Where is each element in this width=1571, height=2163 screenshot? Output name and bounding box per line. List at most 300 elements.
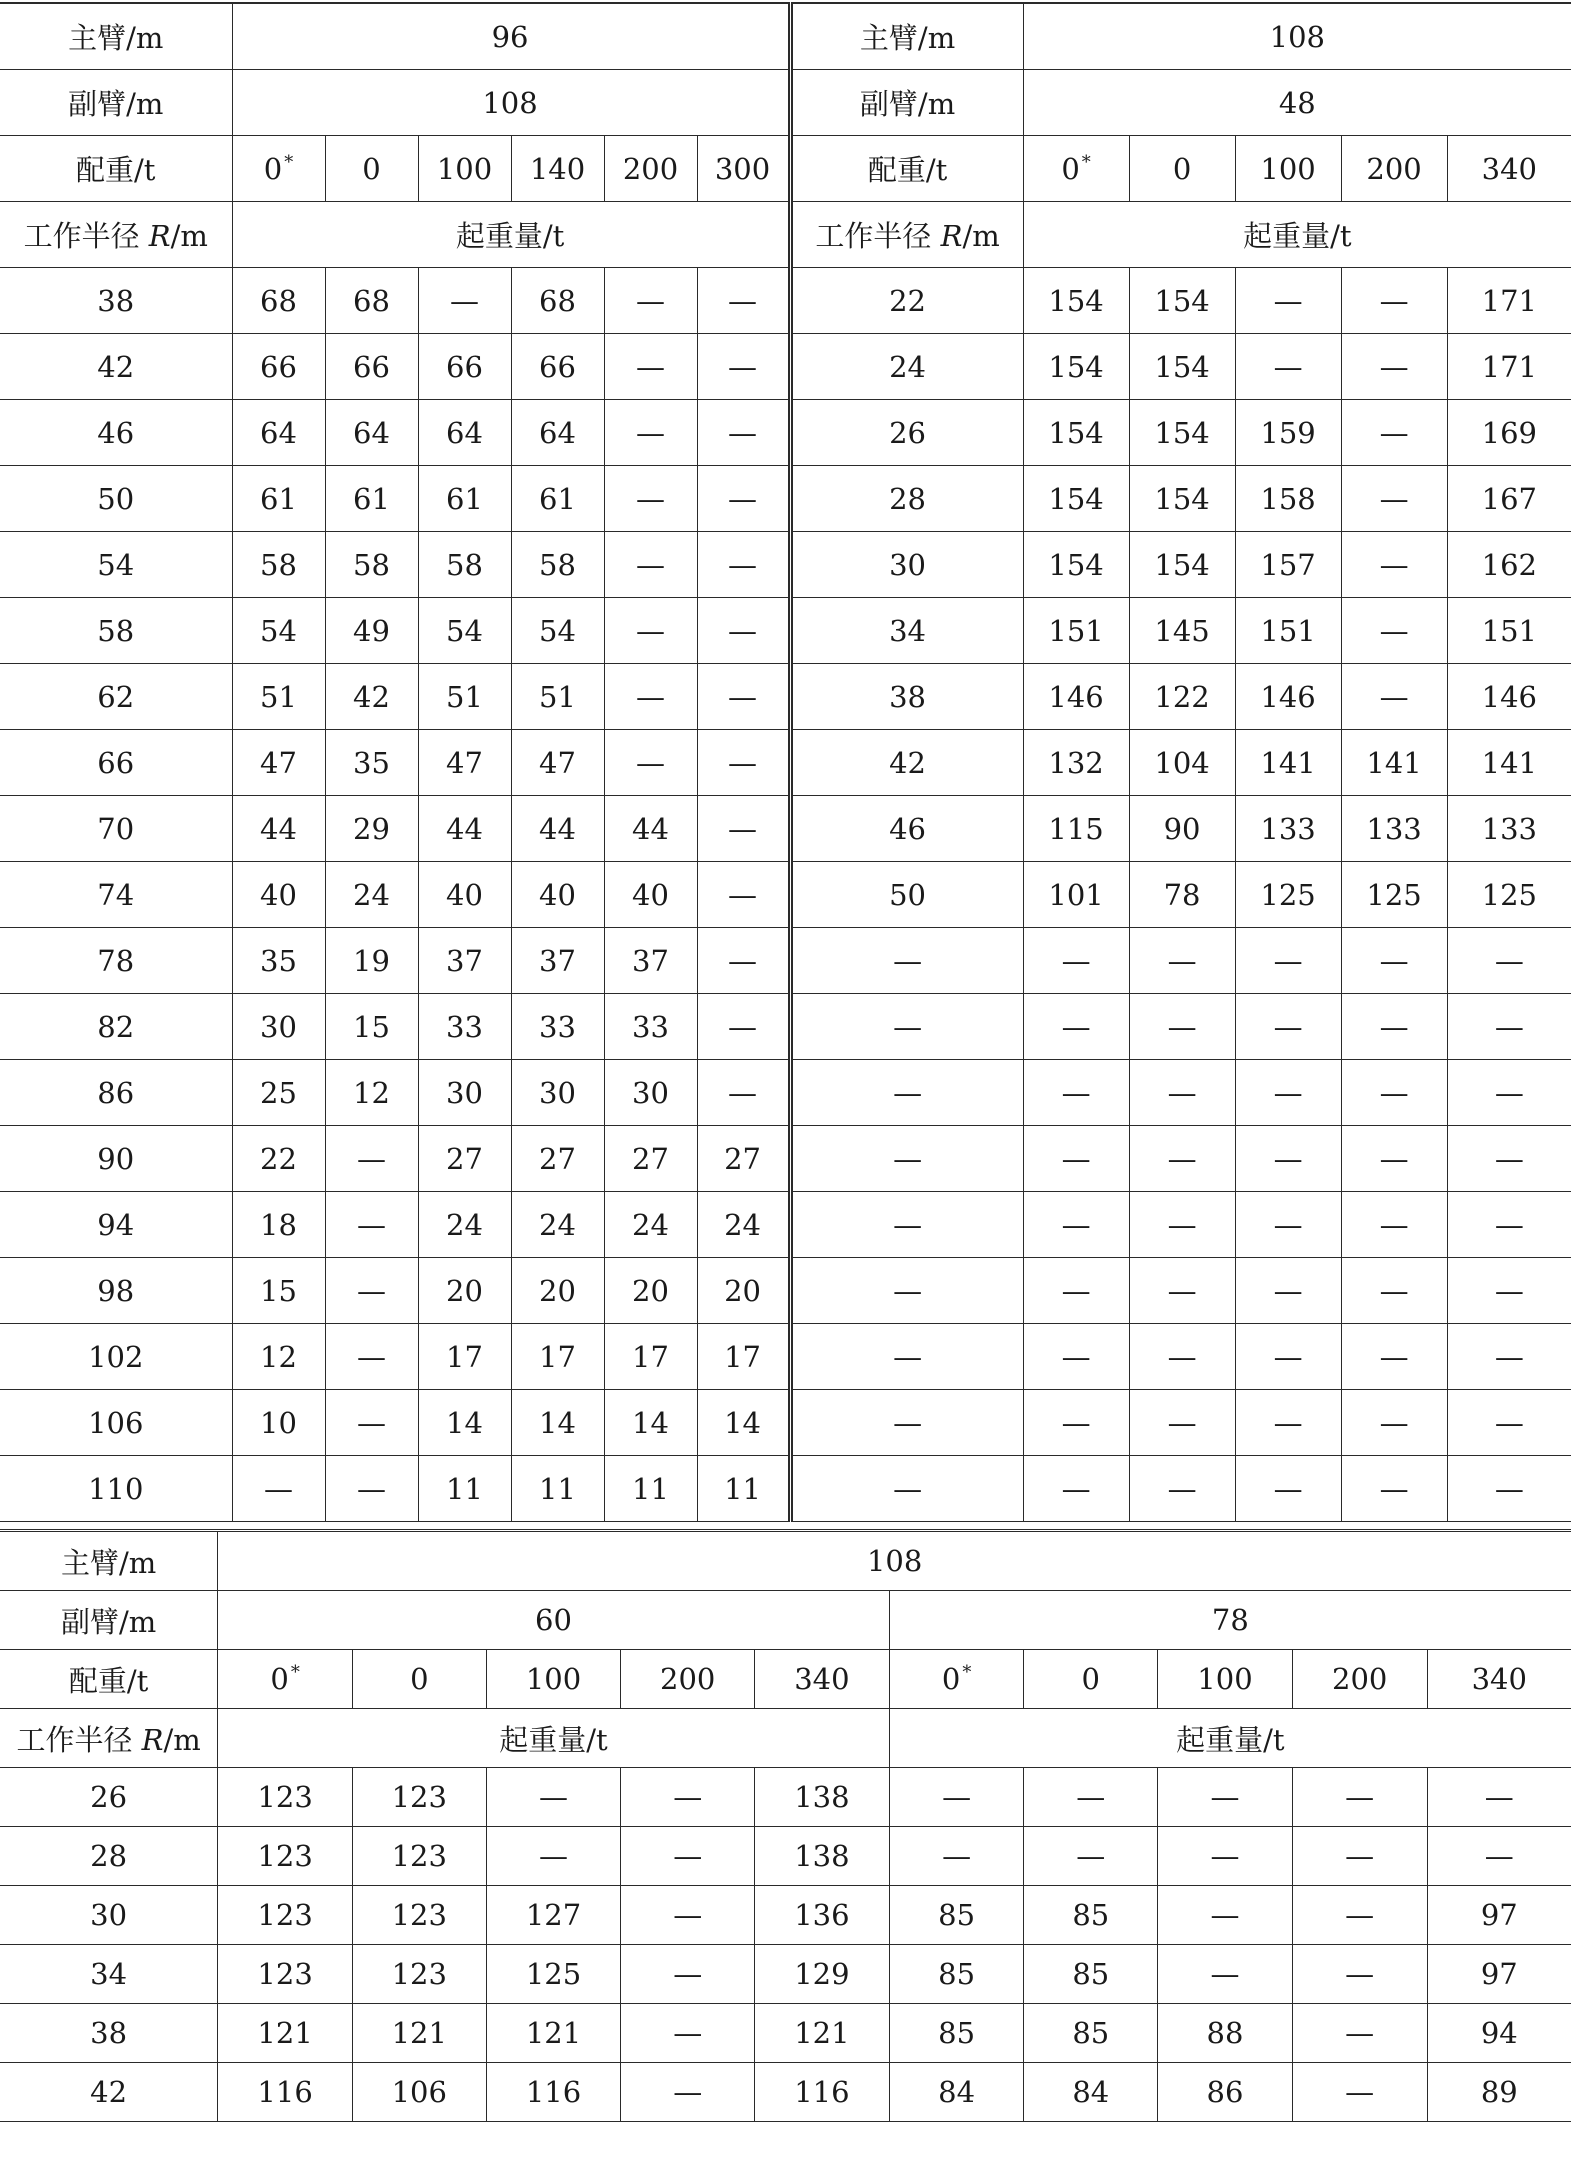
capacity-value: 125 (486, 1945, 621, 2004)
capacity-value: 121 (352, 2004, 486, 2063)
capacity-value: 54 (418, 598, 511, 664)
capacity-value: 116 (755, 2063, 890, 2122)
capacity-value: 40 (604, 862, 697, 928)
capacity-value: 169 (1447, 400, 1571, 466)
table-row (0, 994, 1571, 1060)
table-row (0, 1945, 1571, 2004)
capacity-value: — (621, 1827, 755, 1886)
capacity-value: 85 (889, 1886, 1024, 1945)
capacity-value: 151 (1023, 598, 1129, 664)
capacity-value: 30 (511, 1060, 604, 1126)
table-row (0, 928, 1571, 994)
capacity-value: 123 (352, 1886, 486, 1945)
capacity-value: 133 (1341, 796, 1447, 862)
capacity-value: 35 (325, 730, 418, 796)
capacity-value: — (1235, 1324, 1341, 1390)
capacity-value: 17 (697, 1324, 790, 1390)
capacity-value: — (1158, 1827, 1293, 1886)
capacity-value: 158 (1235, 466, 1341, 532)
counterweight-value: 340 (755, 1650, 890, 1709)
radius-value: 22 (790, 268, 1023, 334)
capacity-value: 85 (1024, 1945, 1158, 2004)
capacity-value: 85 (1024, 1886, 1158, 1945)
main-boom-label: 主臂/m (0, 3, 232, 70)
capacity-value: — (1427, 1827, 1571, 1886)
radius-value: — (790, 994, 1023, 1060)
asterisk-mark: * (1081, 151, 1091, 173)
capacity-value: — (486, 1827, 621, 1886)
capacity-value: — (1235, 1390, 1341, 1456)
capacity-value: — (1023, 994, 1129, 1060)
table-row (0, 1192, 1571, 1258)
capacity-value: — (1447, 994, 1571, 1060)
capacity-value: 20 (511, 1258, 604, 1324)
header-row-main-boom (0, 1531, 1571, 1591)
capacity-value: — (604, 334, 697, 400)
jib-value-right: 48 (1023, 70, 1571, 136)
capacity-value: 146 (1235, 664, 1341, 730)
capacity-value: 138 (755, 1827, 890, 1886)
radius-value: 28 (0, 1827, 218, 1886)
capacity-value: — (697, 532, 790, 598)
asterisk-mark: * (290, 1662, 300, 1684)
capacity-value: 141 (1235, 730, 1341, 796)
capacity-value: 54 (511, 598, 604, 664)
capacity-value: 66 (232, 334, 325, 400)
capacity-value: 33 (604, 994, 697, 1060)
capacity-value: 20 (604, 1258, 697, 1324)
table-row (0, 1456, 1571, 1522)
capacity-value: 24 (604, 1192, 697, 1258)
capacity-value: — (1292, 1945, 1427, 2004)
radius-value: 62 (0, 664, 232, 730)
capacity-value: — (1235, 1258, 1341, 1324)
capacity-value: 25 (232, 1060, 325, 1126)
capacity-value: 15 (232, 1258, 325, 1324)
capacity-value: 145 (1129, 598, 1235, 664)
table-row (0, 2063, 1571, 2122)
asterisk-mark: * (284, 151, 294, 173)
capacity-value: 11 (697, 1456, 790, 1522)
capacity-value: 94 (1427, 2004, 1571, 2063)
header-row-radius (0, 1709, 1571, 1768)
radius-value: 34 (0, 1945, 218, 2004)
capacity-value: 64 (418, 400, 511, 466)
table-row (0, 862, 1571, 928)
capacity-value: 42 (325, 664, 418, 730)
capacity-value: 154 (1023, 400, 1129, 466)
capacity-value: — (697, 994, 790, 1060)
capacity-value: 17 (511, 1324, 604, 1390)
radius-value: 28 (790, 466, 1023, 532)
radius-value: 30 (790, 532, 1023, 598)
capacity-value: — (1023, 1126, 1129, 1192)
capacity-value: — (1023, 1060, 1129, 1126)
header-row-jib (0, 1591, 1571, 1650)
capacity-value: — (1447, 928, 1571, 994)
radius-value: 90 (0, 1126, 232, 1192)
capacity-value: — (1235, 334, 1341, 400)
jib-value-left: 108 (232, 70, 790, 136)
capacity-value: — (1341, 466, 1447, 532)
capacity-value: 167 (1447, 466, 1571, 532)
capacity-value: — (1023, 1456, 1129, 1522)
capacity-value: 66 (325, 334, 418, 400)
radius-value: 46 (790, 796, 1023, 862)
capacity-value: 64 (232, 400, 325, 466)
capacity-value: 14 (418, 1390, 511, 1456)
capacity-value: 151 (1447, 598, 1571, 664)
capacity-value: 30 (418, 1060, 511, 1126)
counterweight-value: 200 (604, 136, 697, 202)
capacity-value: 61 (511, 466, 604, 532)
capacity-value: 162 (1447, 532, 1571, 598)
counterweight-value: 0 * (232, 136, 325, 202)
capacity-value: 19 (325, 928, 418, 994)
capacity-value: — (621, 2063, 755, 2122)
capacity-value: 11 (511, 1456, 604, 1522)
capacity-value: — (1129, 994, 1235, 1060)
capacity-value: — (1024, 1768, 1158, 1827)
capacity-value: 40 (418, 862, 511, 928)
capacity-value: 106 (352, 2063, 486, 2122)
capacity-value: — (621, 2004, 755, 2063)
capacity-value: — (1341, 1126, 1447, 1192)
radius-symbol: R (940, 219, 963, 253)
capacity-value: 123 (352, 1827, 486, 1886)
jib-label: 副臂/m (0, 70, 232, 136)
radius-symbol: R (148, 219, 171, 253)
capacity-value: 47 (418, 730, 511, 796)
capacity-value: 133 (1447, 796, 1571, 862)
radius-value: 98 (0, 1258, 232, 1324)
capacity-value: — (1341, 598, 1447, 664)
capacity-value: 22 (232, 1126, 325, 1192)
capacity-value: 14 (697, 1390, 790, 1456)
counterweight-value: 140 (511, 136, 604, 202)
capacity-value: 68 (511, 268, 604, 334)
capacity-value: 115 (1023, 796, 1129, 862)
radius-value: 42 (0, 2063, 218, 2122)
main-boom-label: 主臂/m (790, 3, 1023, 70)
counterweight-value: 300 (697, 136, 790, 202)
capacity-value: 51 (232, 664, 325, 730)
capacity-value: 24 (325, 862, 418, 928)
capacity-value: 14 (511, 1390, 604, 1456)
radius-label: 工作半径 R/m (0, 202, 232, 268)
capacity-value: 35 (232, 928, 325, 994)
radius-value: 86 (0, 1060, 232, 1126)
main-boom-value: 108 (218, 1531, 1571, 1591)
capacity-value: — (1158, 1886, 1293, 1945)
capacity-value: 90 (1129, 796, 1235, 862)
radius-value: 42 (790, 730, 1023, 796)
capacity-value: — (325, 1126, 418, 1192)
radius-value: 26 (790, 400, 1023, 466)
capacity-value: 141 (1447, 730, 1571, 796)
capacity-value: 129 (755, 1945, 890, 2004)
capacity-value: 27 (604, 1126, 697, 1192)
capacity-value: 84 (889, 2063, 1024, 2122)
radius-value: 46 (0, 400, 232, 466)
capacity-value: — (1447, 1390, 1571, 1456)
capacity-value: 123 (218, 1768, 353, 1827)
capacity-value: 44 (604, 796, 697, 862)
capacity-value: 123 (352, 1768, 486, 1827)
capacity-value: — (1341, 928, 1447, 994)
capacity-value: — (1341, 1456, 1447, 1522)
capacity-value: 122 (1129, 664, 1235, 730)
capacity-value: — (1023, 1390, 1129, 1456)
capacity-value: 85 (889, 1945, 1024, 2004)
capacity-value: 18 (232, 1192, 325, 1258)
capacity-value: 157 (1235, 532, 1341, 598)
capacity-value: — (418, 268, 511, 334)
table-row (0, 796, 1571, 862)
capacity-value: 171 (1447, 334, 1571, 400)
counterweight-label: 配重/t (0, 1650, 218, 1709)
capacity-value: 84 (1024, 2063, 1158, 2122)
capacity-value: — (1341, 532, 1447, 598)
capacity-value: 78 (1129, 862, 1235, 928)
capacity-value: — (325, 1456, 418, 1522)
capacity-value: 24 (511, 1192, 604, 1258)
capacity-value: 127 (486, 1886, 621, 1945)
capacity-value: 61 (232, 466, 325, 532)
capacity-value: 132 (1023, 730, 1129, 796)
capacity-value: — (1447, 1060, 1571, 1126)
radius-symbol: R (141, 1722, 164, 1757)
capacity-value: 58 (511, 532, 604, 598)
capacity-value: 154 (1023, 268, 1129, 334)
capacity-value: 88 (1158, 2004, 1293, 2063)
capacity-value: — (1129, 928, 1235, 994)
capacity-value: 61 (418, 466, 511, 532)
capacity-value: 159 (1235, 400, 1341, 466)
counterweight-value: 0 * (218, 1650, 353, 1709)
radius-value: — (790, 1456, 1023, 1522)
capacity-value: — (1447, 1192, 1571, 1258)
capacity-value: — (1235, 1126, 1341, 1192)
counterweight-value: 0 (1129, 136, 1235, 202)
capacity-value: — (1341, 1324, 1447, 1390)
capacity-value: 116 (486, 2063, 621, 2122)
capacity-value: — (621, 1768, 755, 1827)
capacity-value: 123 (352, 1945, 486, 2004)
capacity-value: 154 (1129, 400, 1235, 466)
table-row (0, 1886, 1571, 1945)
capacity-value: 27 (511, 1126, 604, 1192)
capacity-value: — (325, 1390, 418, 1456)
capacity-value: 14 (604, 1390, 697, 1456)
capacity-value: 15 (325, 994, 418, 1060)
capacity-value: — (1447, 1324, 1571, 1390)
capacity-value: 17 (604, 1324, 697, 1390)
capacity-value: — (604, 400, 697, 466)
capacity-value: — (1129, 1390, 1235, 1456)
capacity-value: 97 (1427, 1945, 1571, 2004)
capacity-value: — (1129, 1258, 1235, 1324)
capacity-value: 33 (511, 994, 604, 1060)
capacity-value: 61 (325, 466, 418, 532)
capacity-value: — (1023, 928, 1129, 994)
capacity-value: 40 (232, 862, 325, 928)
capacity-value: — (1292, 1768, 1427, 1827)
radius-value: — (790, 1390, 1023, 1456)
radius-value: 58 (0, 598, 232, 664)
capacity-value: 154 (1129, 532, 1235, 598)
capacity-value: — (1023, 1258, 1129, 1324)
capacity-value: — (1341, 1258, 1447, 1324)
radius-value: — (790, 1258, 1023, 1324)
capacity-value: 44 (232, 796, 325, 862)
capacity-value: 10 (232, 1390, 325, 1456)
capacity-value: — (889, 1827, 1024, 1886)
capacity-value: 64 (325, 400, 418, 466)
capacity-value: — (604, 268, 697, 334)
radius-value: 30 (0, 1886, 218, 1945)
table-row (0, 334, 1571, 400)
capacity-value: 37 (604, 928, 697, 994)
jib-value-a: 60 (218, 1591, 889, 1650)
capacity-value: 123 (218, 1827, 353, 1886)
capacity-value: 64 (511, 400, 604, 466)
header-row-radius (0, 202, 1571, 268)
jib-label: 副臂/m (790, 70, 1023, 136)
header-row-counterweight (0, 136, 1571, 202)
counterweight-value: 200 (1341, 136, 1447, 202)
capacity-value: 51 (418, 664, 511, 730)
capacity-value: 44 (418, 796, 511, 862)
capacity-value: — (621, 1945, 755, 2004)
capacity-value: 116 (218, 2063, 353, 2122)
capacity-value: 125 (1341, 862, 1447, 928)
counterweight-value: 0 (352, 1650, 486, 1709)
capacity-value: 121 (218, 2004, 353, 2063)
radius-value: — (790, 1192, 1023, 1258)
capacity-value: — (325, 1192, 418, 1258)
capacity-value: — (1341, 664, 1447, 730)
capacity-value: 121 (486, 2004, 621, 2063)
capacity-value: — (604, 664, 697, 730)
capacity-value: — (1235, 1456, 1341, 1522)
capacity-value: — (697, 730, 790, 796)
capacity-value: — (604, 598, 697, 664)
capacity-value: — (621, 1886, 755, 1945)
capacity-value: 146 (1447, 664, 1571, 730)
radius-value: 78 (0, 928, 232, 994)
capacity-value: 17 (418, 1324, 511, 1390)
capacity-value: 138 (755, 1768, 890, 1827)
capacity-value: — (325, 1258, 418, 1324)
table-row (0, 1324, 1571, 1390)
capacity-value: — (1235, 928, 1341, 994)
capacity-value: — (1023, 1192, 1129, 1258)
capacity-value: 121 (755, 2004, 890, 2063)
table-row (0, 1258, 1571, 1324)
capacity-value: 30 (604, 1060, 697, 1126)
radius-value: — (790, 1126, 1023, 1192)
capacity-value: 68 (325, 268, 418, 334)
table-row (0, 730, 1571, 796)
asterisk-mark: * (962, 1662, 972, 1684)
capacity-value: 125 (1235, 862, 1341, 928)
radius-value: 82 (0, 994, 232, 1060)
radius-value: 66 (0, 730, 232, 796)
counterweight-value: 0 * (1023, 136, 1129, 202)
capacity-value: — (697, 400, 790, 466)
capacity-value: — (1447, 1126, 1571, 1192)
table-row (0, 1827, 1571, 1886)
radius-value: 42 (0, 334, 232, 400)
header-row-jib (0, 70, 1571, 136)
capacity-value: — (1292, 1886, 1427, 1945)
table-row (0, 532, 1571, 598)
load-chart-table-lower (0, 1529, 1571, 2122)
capacity-value: — (1292, 2063, 1427, 2122)
radius-value: 74 (0, 862, 232, 928)
radius-value: 26 (0, 1768, 218, 1827)
capacity-value: — (1129, 1126, 1235, 1192)
capacity-value: — (1292, 1827, 1427, 1886)
capacity-value: 123 (218, 1945, 353, 2004)
capacity-value: 133 (1235, 796, 1341, 862)
capacity-value: 12 (232, 1324, 325, 1390)
header-row-main-boom (0, 3, 1571, 70)
capacity-value: 66 (511, 334, 604, 400)
table-row (0, 1390, 1571, 1456)
capacity-value: 123 (218, 1886, 353, 1945)
capacity-value: — (1341, 994, 1447, 1060)
counterweight-value: 100 (486, 1650, 621, 1709)
capacity-value: — (1292, 2004, 1427, 2063)
capacity-label: 起重量/t (218, 1709, 889, 1768)
capacity-value: 146 (1023, 664, 1129, 730)
capacity-value: 47 (232, 730, 325, 796)
capacity-value: 104 (1129, 730, 1235, 796)
capacity-value: 30 (232, 994, 325, 1060)
capacity-value: 151 (1235, 598, 1341, 664)
counterweight-value: 100 (418, 136, 511, 202)
capacity-value: 154 (1129, 466, 1235, 532)
capacity-value: — (1341, 1390, 1447, 1456)
radius-value: 54 (0, 532, 232, 598)
main-boom-value-right: 108 (1023, 3, 1571, 70)
table-row (0, 664, 1571, 730)
capacity-label: 起重量/t (889, 1709, 1571, 1768)
capacity-value: — (697, 466, 790, 532)
capacity-value: — (697, 664, 790, 730)
capacity-value: 20 (418, 1258, 511, 1324)
capacity-value: 66 (418, 334, 511, 400)
radius-label: 工作半径 R/m (790, 202, 1023, 268)
capacity-value: — (1341, 1192, 1447, 1258)
capacity-value: — (697, 1060, 790, 1126)
capacity-value: 27 (697, 1126, 790, 1192)
radius-value: 34 (790, 598, 1023, 664)
counterweight-value: 0 (325, 136, 418, 202)
capacity-value: — (1341, 334, 1447, 400)
capacity-value: 85 (889, 2004, 1024, 2063)
table-row (0, 1126, 1571, 1192)
capacity-value: — (1129, 1324, 1235, 1390)
capacity-value: 49 (325, 598, 418, 664)
capacity-value: 125 (1447, 862, 1571, 928)
load-chart-table-upper (0, 2, 1571, 1522)
capacity-value: — (1158, 1945, 1293, 2004)
capacity-value: 37 (418, 928, 511, 994)
capacity-value: — (1024, 1827, 1158, 1886)
